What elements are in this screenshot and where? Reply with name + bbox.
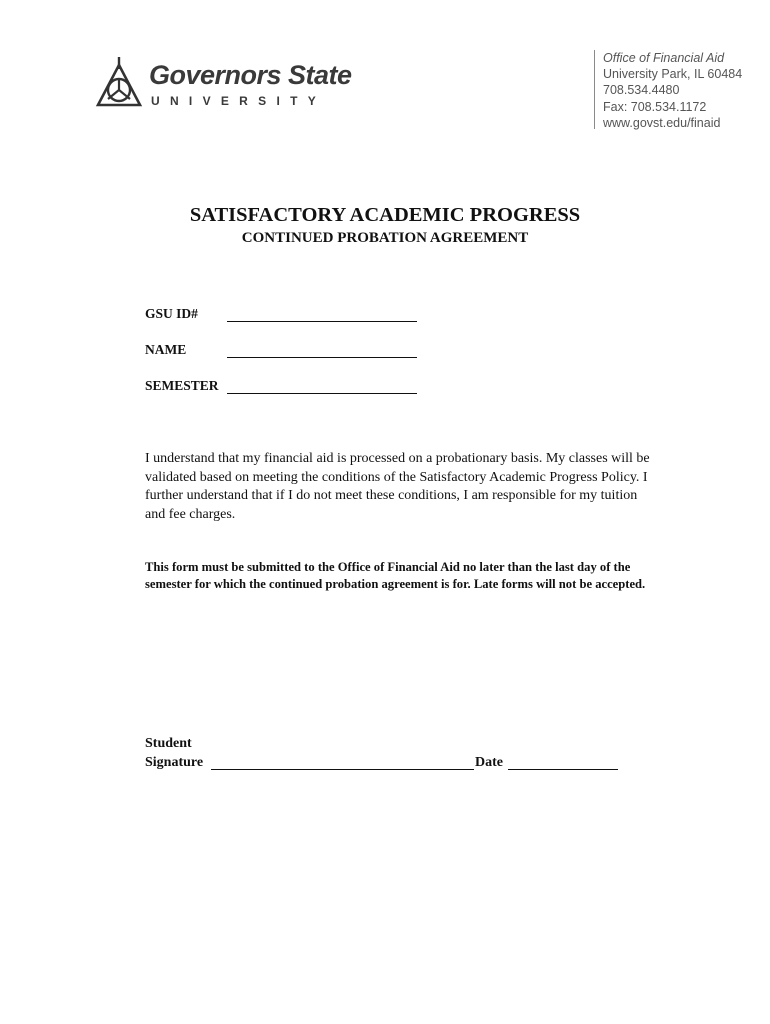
office-phone: 708.534.4480 <box>603 83 680 98</box>
date-blank[interactable] <box>508 769 618 770</box>
office-website[interactable]: www.govst.edu/finaid <box>603 115 721 130</box>
university-logo <box>94 55 354 115</box>
logo-subtitle: UNIVERSITY <box>151 94 327 108</box>
signature-label-line1: Student <box>145 736 192 751</box>
gsu-id-label: GSU ID# <box>145 306 198 321</box>
signature-blank[interactable] <box>211 769 474 770</box>
document-subtitle: CONTINUED PROBATION AGREEMENT <box>241 230 529 246</box>
signature-label-line2: Signature <box>145 755 204 770</box>
logo-name: Governors State <box>149 60 352 90</box>
office-contact <box>603 50 742 131</box>
agreement-paragraph: I understand that my financial aid is processed on a probationary basis. My classes will be validated based on meeting the conditions of the Satisfactory Academic Progress Policy. I further understand that if I do not meet these conditions, I am responsible for my tuition and fee charges. <box>145 451 650 522</box>
semester-blank[interactable] <box>227 393 417 394</box>
office-fax: Fax: 708.534.1172 <box>603 99 707 114</box>
submission-notice: This form must be submitted to the Office of Financial Aid no later than the last day of the semester for which the continued probation agreement is for. Late forms will not be accepted. <box>145 560 646 592</box>
date-label: Date <box>475 755 503 770</box>
office-divider <box>594 50 595 129</box>
gsu-emblem-icon <box>94 55 144 109</box>
office-title: Office of Financial Aid <box>603 51 725 65</box>
semester-label: SEMESTER <box>145 378 219 393</box>
office-address: University Park, IL 60484 <box>603 67 743 82</box>
name-label: NAME <box>145 342 187 357</box>
document-title: SATISFACTORY ACADEMIC PROGRESS <box>189 204 581 226</box>
gsu-id-blank[interactable] <box>227 321 417 322</box>
name-blank[interactable] <box>227 357 417 358</box>
